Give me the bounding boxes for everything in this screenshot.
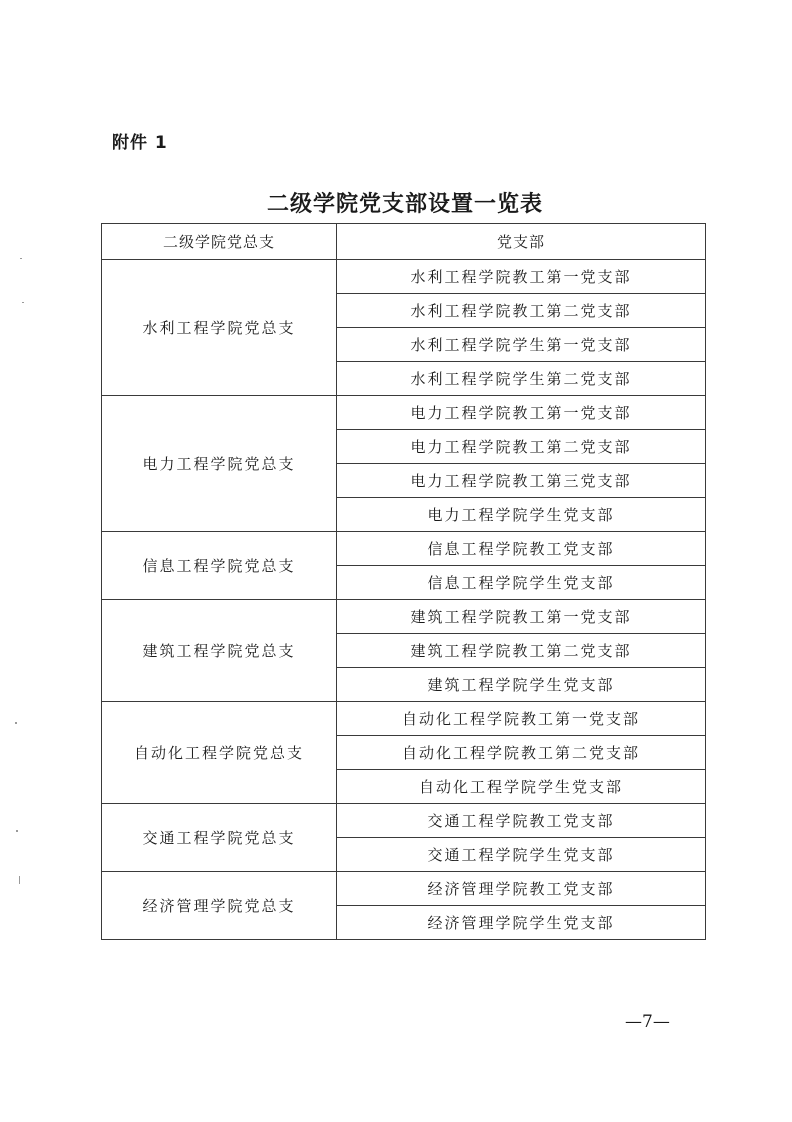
college-cell: 建筑工程学院党总支 bbox=[102, 600, 337, 702]
table-row bbox=[102, 872, 706, 906]
branch-cell: 自动化工程学院教工第二党支部 bbox=[337, 736, 706, 770]
branch-cell: 水利工程学院学生第二党支部 bbox=[337, 362, 706, 396]
table-row bbox=[102, 702, 706, 736]
header-college: 二级学院党总支 bbox=[102, 224, 337, 260]
table-row bbox=[102, 804, 706, 838]
branch-cell: 交通工程学院教工党支部 bbox=[337, 804, 706, 838]
branch-cell: 电力工程学院学生党支部 bbox=[337, 498, 706, 532]
party-branch-table bbox=[101, 223, 706, 940]
branch-cell: 建筑工程学院教工第一党支部 bbox=[337, 600, 706, 634]
branch-cell: 建筑工程学院教工第二党支部 bbox=[337, 634, 706, 668]
branch-cell: 经济管理学院教工党支部 bbox=[337, 872, 706, 906]
scan-speck bbox=[19, 876, 20, 884]
college-cell: 经济管理学院党总支 bbox=[102, 872, 337, 940]
attachment-label: 附件 1 bbox=[112, 133, 168, 153]
table-body bbox=[102, 260, 706, 940]
branch-cell: 经济管理学院学生党支部 bbox=[337, 906, 706, 940]
table-row bbox=[102, 532, 706, 566]
college-cell: 水利工程学院党总支 bbox=[102, 260, 337, 396]
branch-cell: 信息工程学院教工党支部 bbox=[337, 532, 706, 566]
scan-speck bbox=[16, 830, 18, 832]
college-cell: 信息工程学院党总支 bbox=[102, 532, 337, 600]
document-title: 二级学院党支部设置一览表 bbox=[266, 191, 543, 217]
branch-cell: 自动化工程学院学生党支部 bbox=[337, 770, 706, 804]
branch-cell: 水利工程学院学生第一党支部 bbox=[337, 328, 706, 362]
scan-speck bbox=[20, 258, 22, 259]
college-cell: 交通工程学院党总支 bbox=[102, 804, 337, 872]
branch-cell: 电力工程学院教工第一党支部 bbox=[337, 396, 706, 430]
branch-cell: 电力工程学院教工第三党支部 bbox=[337, 464, 706, 498]
table-header-row bbox=[102, 224, 706, 260]
branch-cell: 信息工程学院学生党支部 bbox=[337, 566, 706, 600]
branch-cell: 自动化工程学院教工第一党支部 bbox=[337, 702, 706, 736]
page-number: —7— bbox=[625, 1012, 670, 1032]
table-row bbox=[102, 260, 706, 294]
branch-cell: 建筑工程学院学生党支部 bbox=[337, 668, 706, 702]
table-row bbox=[102, 396, 706, 430]
branch-cell: 水利工程学院教工第一党支部 bbox=[337, 260, 706, 294]
header-branch: 党支部 bbox=[337, 224, 706, 260]
branch-cell: 电力工程学院教工第二党支部 bbox=[337, 430, 706, 464]
branch-cell: 水利工程学院教工第二党支部 bbox=[337, 294, 706, 328]
scan-speck bbox=[15, 722, 17, 724]
table-row bbox=[102, 600, 706, 634]
college-cell: 电力工程学院党总支 bbox=[102, 396, 337, 532]
college-cell: 自动化工程学院党总支 bbox=[102, 702, 337, 804]
branch-cell: 交通工程学院学生党支部 bbox=[337, 838, 706, 872]
scan-speck bbox=[22, 302, 24, 303]
